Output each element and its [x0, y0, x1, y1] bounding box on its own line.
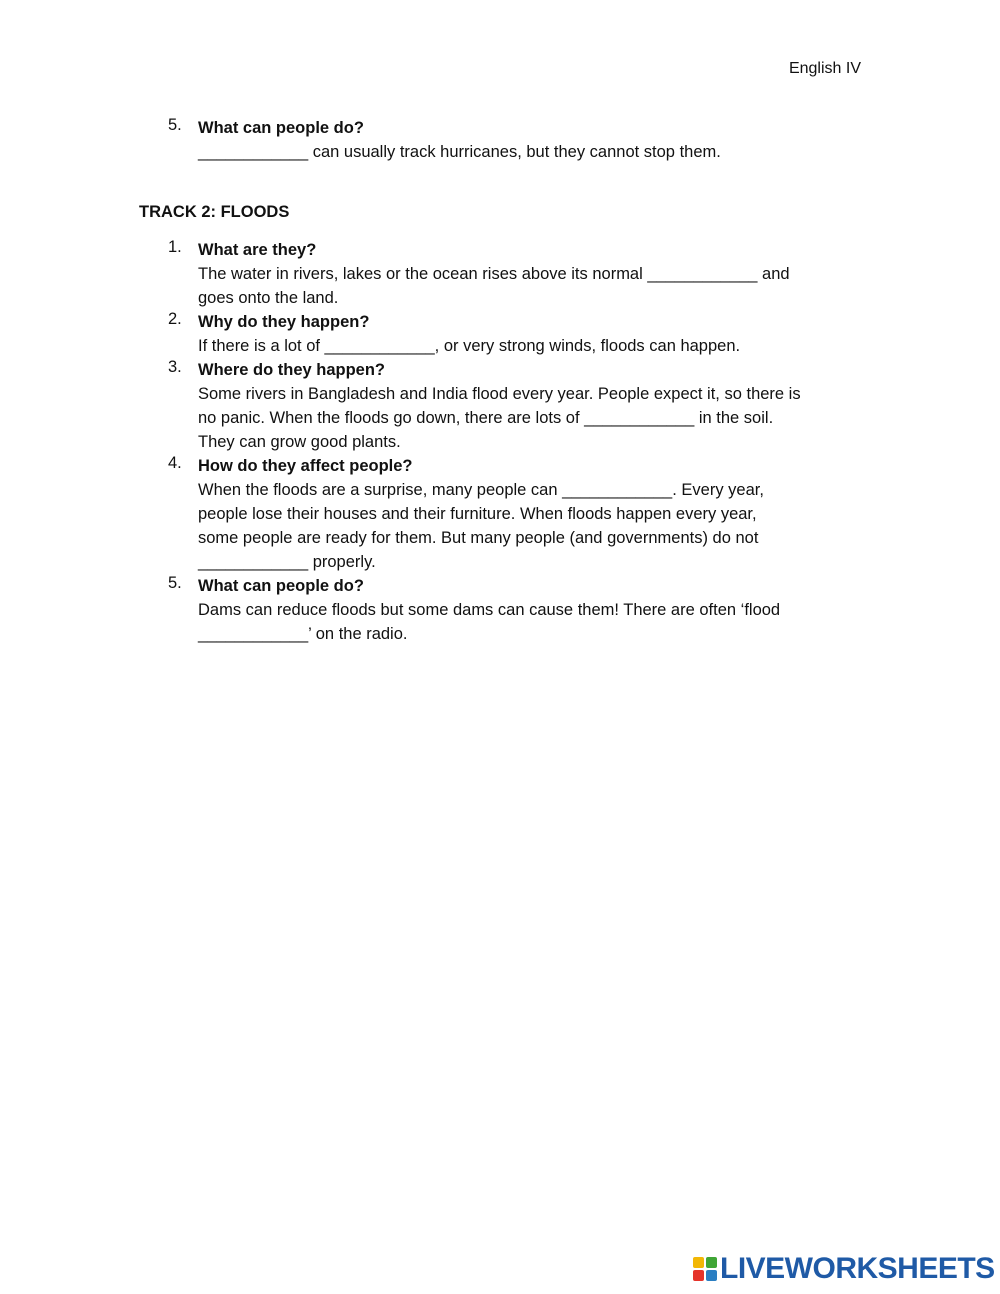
logo-text: LIVEWORKSHEETS: [720, 1252, 995, 1285]
question-text-line: They can grow good plants.: [198, 433, 401, 451]
question-text-line: ____________’ on the radio.: [198, 625, 408, 643]
question-number: 2.: [168, 310, 182, 328]
question-text-line: people lose their houses and their furniture. When floods happen every year,: [198, 505, 757, 523]
question-title: Why do they happen?: [198, 313, 370, 331]
track2-question-3: [168, 358, 868, 454]
question-number: 1.: [168, 238, 182, 256]
liveworksheets-logo: [693, 1254, 995, 1284]
question-title: What are they?: [198, 241, 317, 259]
track1-question-5: [168, 116, 868, 164]
logo-square: [706, 1257, 717, 1268]
question-text-line: ____________ can usually track hurricanes, but they cannot stop them.: [198, 143, 721, 161]
question-number: 4.: [168, 454, 182, 472]
question-text-line: goes onto the land.: [198, 289, 339, 307]
question-title: How do they affect people?: [198, 457, 413, 475]
question-number: 3.: [168, 358, 182, 376]
logo-square: [693, 1257, 704, 1268]
question-text-line: The water in rivers, lakes or the ocean rises above its normal ____________ and: [198, 265, 790, 283]
question-title: What can people do?: [198, 577, 364, 595]
track2-question-5: [168, 574, 868, 646]
question-text-line: no panic. When the floods go down, there are lots of ____________ in the soil.: [198, 409, 774, 427]
section-title-track2: TRACK 2: FLOODS: [139, 203, 290, 221]
track2-question-1: [168, 238, 868, 310]
question-number: 5.: [168, 574, 182, 592]
live-logo-icon: [693, 1257, 717, 1281]
logo-square: [706, 1270, 717, 1281]
question-title: What can people do?: [198, 119, 364, 137]
question-text-line: some people are ready for them. But many people (and governments) do not: [198, 529, 759, 547]
question-title: Where do they happen?: [198, 361, 386, 379]
page-header: English IV: [788, 60, 861, 77]
question-text-line: Some rivers in Bangladesh and India flood every year. People expect it, so there is: [198, 385, 801, 403]
question-text-line: ____________ properly.: [198, 553, 376, 571]
track2-question-2: [168, 310, 868, 358]
question-text-line: If there is a lot of ____________, or very strong winds, floods can happen.: [198, 337, 741, 355]
question-text-line: Dams can reduce floods but some dams can cause them! There are often ‘flood: [198, 601, 781, 619]
logo-square: [693, 1270, 704, 1281]
question-text-line: When the floods are a surprise, many people can ____________. Every year,: [198, 481, 764, 499]
question-number: 5.: [168, 116, 182, 134]
track2-question-4: [168, 454, 868, 574]
